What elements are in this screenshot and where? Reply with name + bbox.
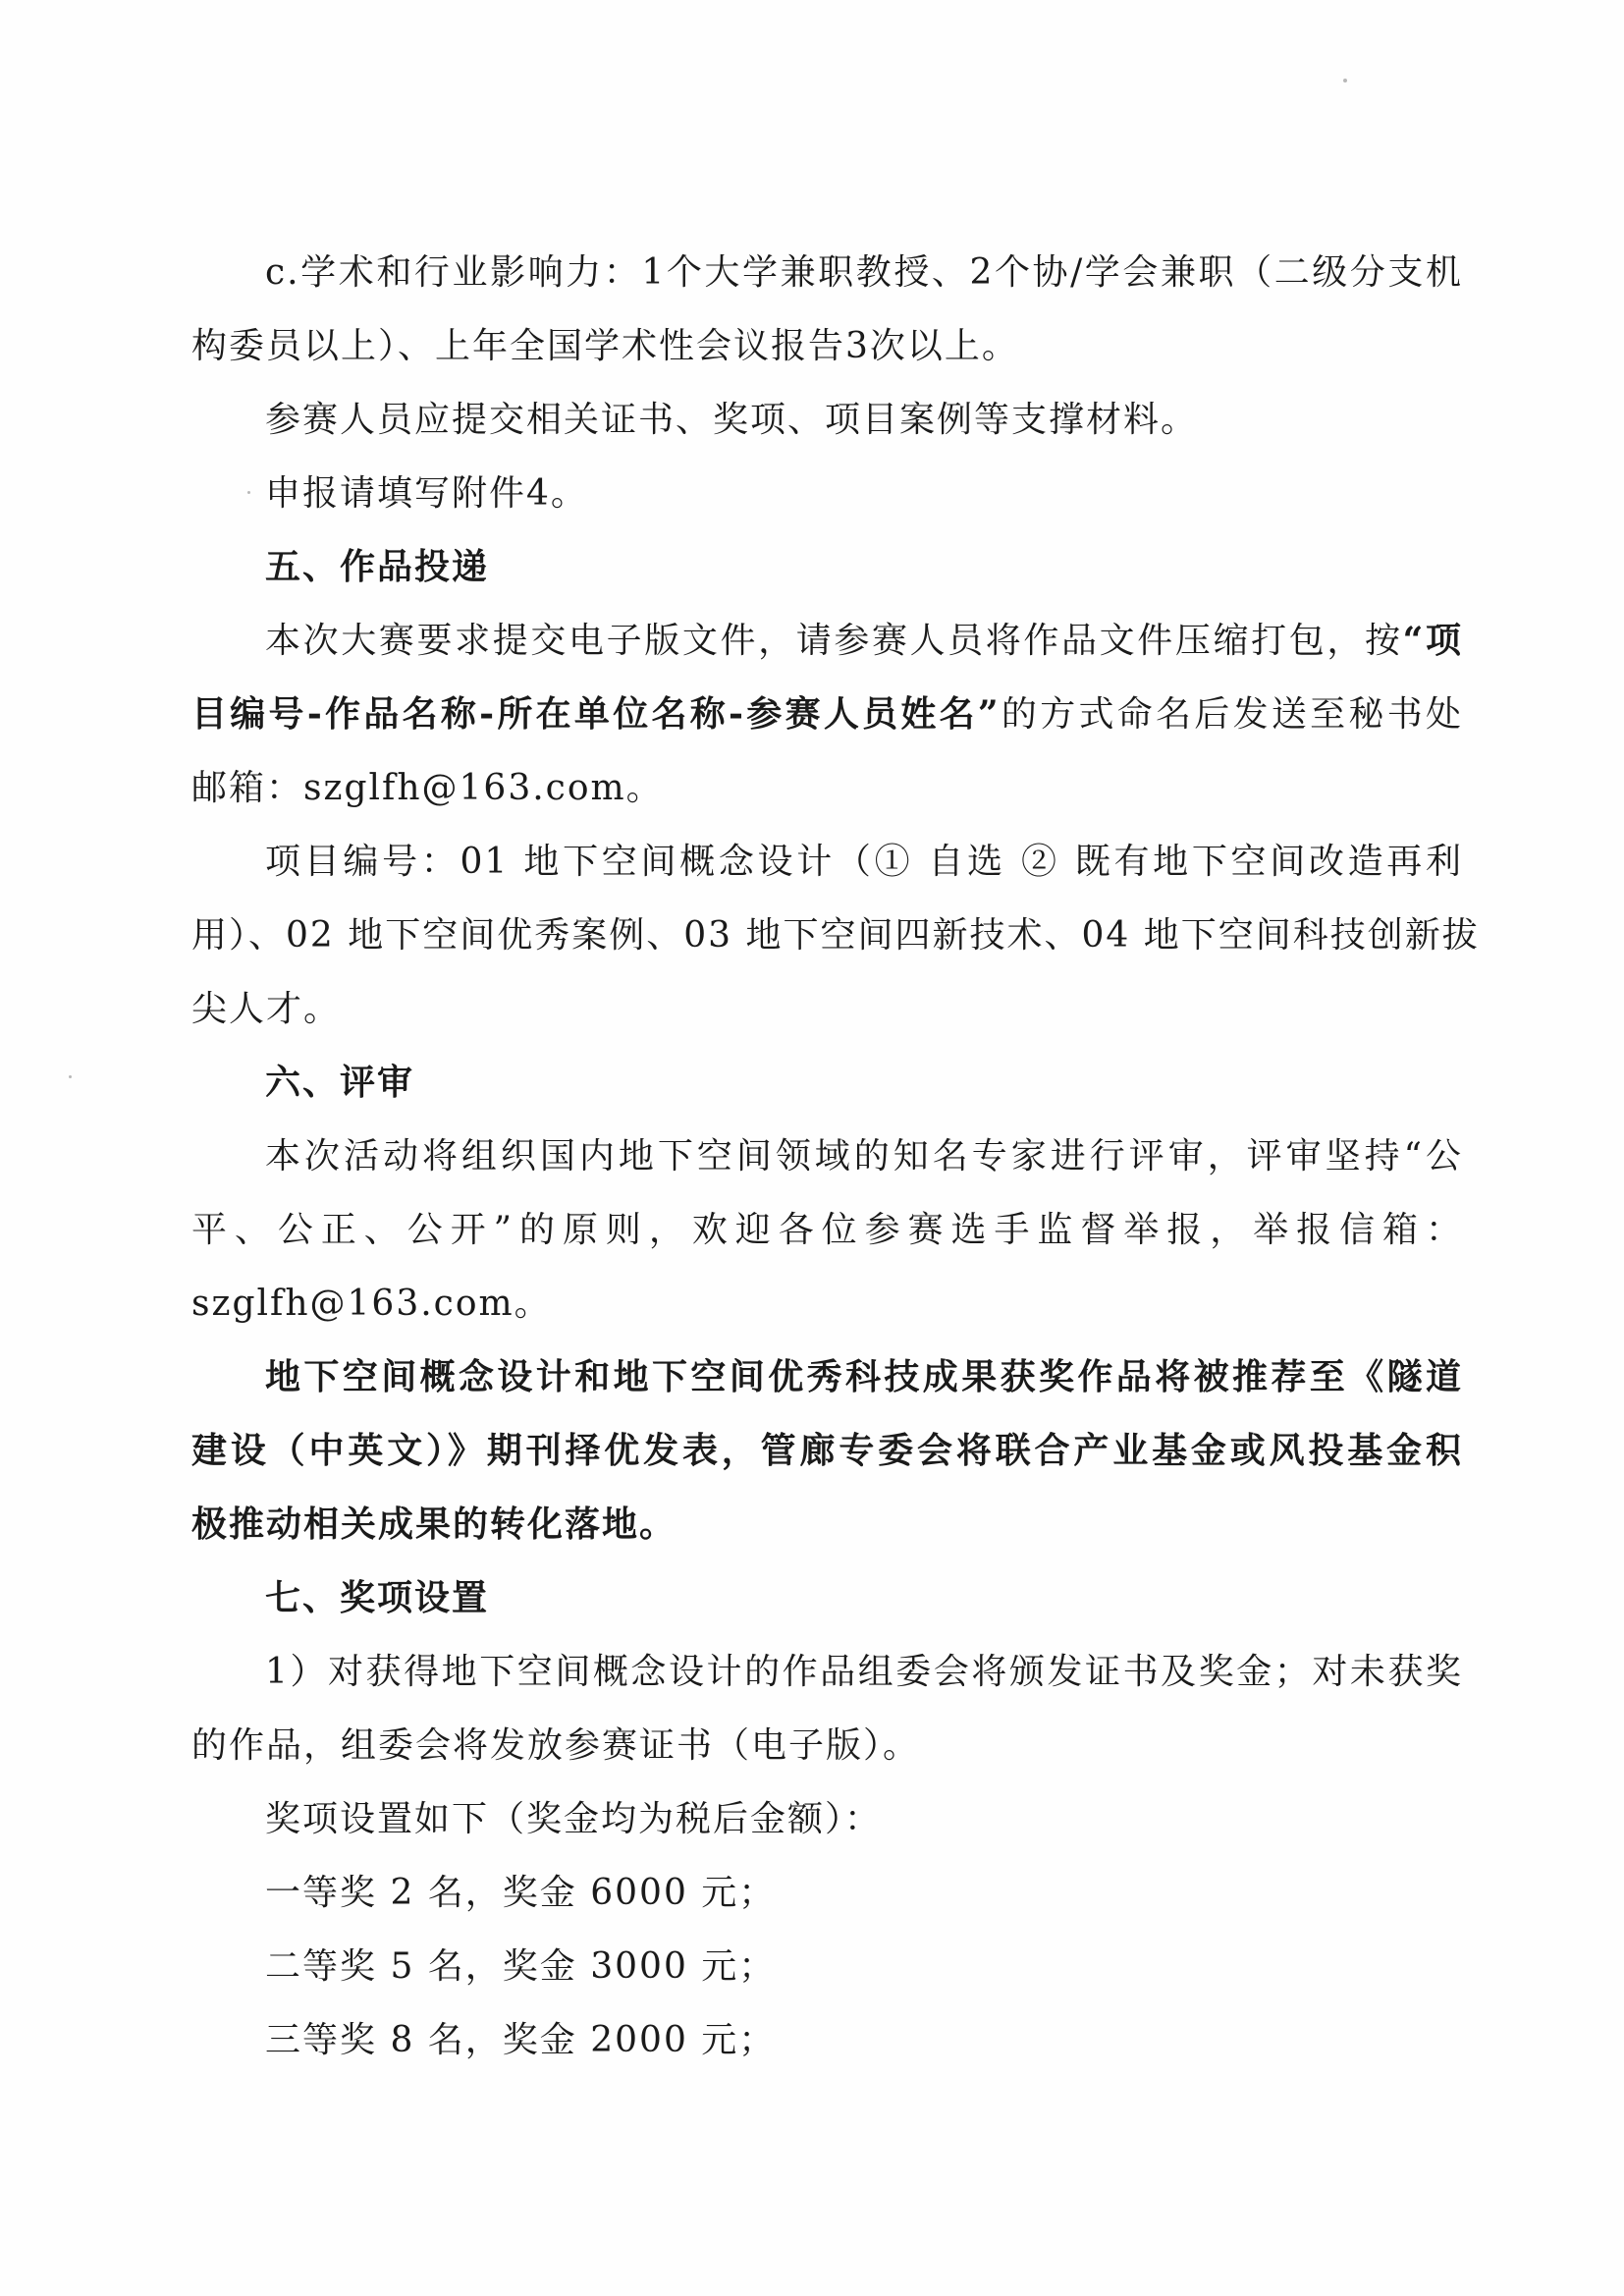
paragraph-materials: 参赛人员应提交相关证书、奖项、项目案例等支撑材料。 [265, 400, 1199, 440]
paragraph-c-line: c.学术和行业影响力：1个大学兼职教授、2个协/学会兼职（二级分支机 [265, 252, 1463, 293]
scan-speck [69, 1075, 72, 1078]
document-body [191, 236, 1480, 2077]
award-item: 三等奖 8 名，奖金 2000 元； [265, 2020, 777, 2060]
section-5-paragraph-line [191, 604, 1463, 678]
section-6-paragraph-line: 本次活动将组织国内地下空间领域的知名专家进行评审，评审坚持“公 [265, 1136, 1463, 1176]
section-7-paragraph-line: 1）对获得地下空间概念设计的作品组委会将颁发证书及奖金；对未获奖 [265, 1652, 1463, 1692]
awards-intro: 奖项设置如下（奖金均为税后金额）： [265, 1799, 883, 1839]
section-5-text: 本次大赛要求提交电子版文件，请参赛人员将作品文件压缩打包，按 [265, 621, 1403, 661]
section-5-heading: 五、作品投递 [265, 546, 490, 587]
scan-speck [1343, 79, 1347, 82]
project-numbers-line: 尖人才。 [191, 989, 342, 1029]
section-5-email-line: 邮箱：szglfh@163.com。 [191, 768, 664, 808]
section-7-heading: 七、奖项设置 [265, 1577, 490, 1618]
project-numbers-line: 用）、02 地下空间优秀案例、03 地下空间四新技术、04 地下空间科技创新拔 [191, 915, 1480, 956]
section-5-bold-text: 目编号-作品名称-所在单位名称-参赛人员姓名” [191, 693, 1001, 735]
section-7-paragraph-line: 的作品，组委会将发放参赛证书（电子版）。 [191, 1725, 921, 1766]
section-6-bold-line: 地下空间概念设计和地下空间优秀科技成果获奖作品将被推荐至《隧道 [265, 1356, 1463, 1397]
section-5-bold-text: “项 [1402, 620, 1463, 661]
section-6-email-line: szglfh@163.com。 [191, 1284, 552, 1324]
award-item: 一等奖 2 名，奖金 6000 元； [265, 1873, 777, 1913]
section-5-text: 的方式命名后发送至秘书处 [1000, 694, 1463, 735]
paragraph-apply: 申报请填写附件4。 [265, 473, 588, 514]
award-item: 二等奖 5 名，奖金 3000 元； [265, 1946, 777, 1987]
section-6-heading: 六、评审 [265, 1062, 415, 1103]
paragraph-c-line: 构委员以上）、上年全国学术性会议报告3次以上。 [191, 326, 1019, 366]
section-5-paragraph-line [191, 678, 1463, 751]
section-6-bold-line: 极推动相关成果的转化落地。 [191, 1503, 677, 1545]
section-6-paragraph-line: 平、公正、公开”的原则，欢迎各位参赛选手监督举报，举报信箱： [191, 1210, 1463, 1250]
section-6-bold-line: 建设（中英文）》期刊择优发表，管廊专委会将联合产业基金或风投基金积 [191, 1430, 1463, 1471]
project-numbers-line: 项目编号：01 地下空间概念设计（① 自选 ② 既有地下空间改造再利 [265, 842, 1463, 882]
